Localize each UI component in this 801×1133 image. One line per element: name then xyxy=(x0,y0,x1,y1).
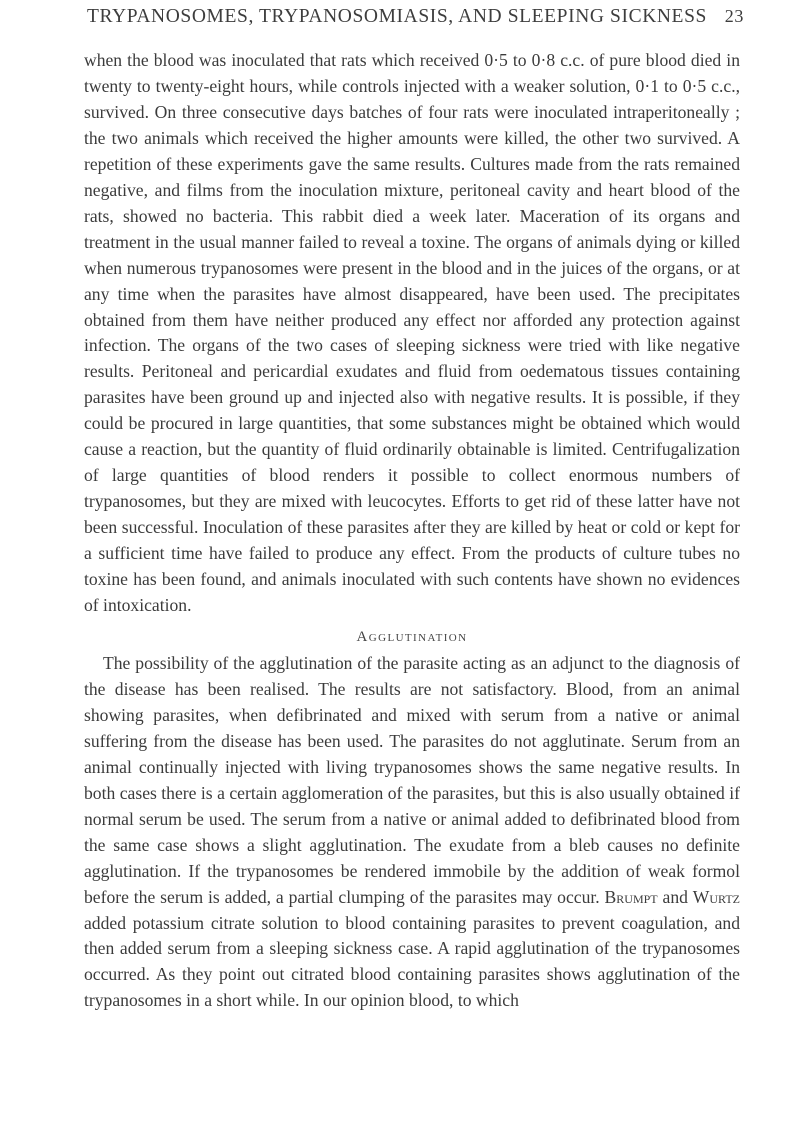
paragraph-2-text-a: The possibility of the agglutination of the parasite acting as an adjunct to the diagnosis of the disease has been realised. The results are not satisfactory. Blood, from an animal showing parasites, when defibrinated and mixed with serum from a native or animal suffering from the disease has been used. The parasites do not agglutinate. Serum from an animal continually injected with living trypanosomes shows the same negative results. In both cases there is a certain agglomeration of the parasites, but this is also usually obtained if normal serum be used. The serum from a native or animal added to defibrinated blood from the same case shows a slight agglutination. The exudate from a bleb causes no definite agglutination. If the trypanosomes be rendered immobile by the addition of weak formol before the serum is added, a partial clumping of the parasites may occur. xyxy=(84,652,740,907)
document-page xyxy=(84,6,744,1014)
author-name-wurtz: Wurtz xyxy=(692,886,740,907)
section-heading-agglutination: Agglutination xyxy=(356,628,468,645)
body-paragraph-1: when the blood was inoculated that rats which received 0·5 to 0·8 c.c. of pure blood died in twenty to twenty-eight hours, while controls injected with a weaker solution, 0·1 to 0·5 c.c., survived. On three consecutive days batches of four rats were inoculated intraperitoneally ; the two animals which received the higher amounts were killed, the other two survived. A repetition of these experiments gave the same results. Cultures made from the rats remained negative, and films from the inoculation mixture, peritoneal cavity and heart blood of the rats, showed no bacteria. This rabbit died a week later. Maceration of its organs and treatment in the usual manner failed to reveal a toxine. The organs of animals dying or killed when numerous trypanosomes were present in the blood and in the juices of the organs, or at any time when the parasites have almost disappeared, have been used. The precipitates obtained from them have neither produced any effect nor afforded any protection against infection. The organs of the two cases of sleeping sickness were tried with like negative results. Peritoneal and pericardial exudates and fluid from oedematous tissues containing parasites have been ground up and injected also with negative results. It is possible, if they could be procured in large quantities, that some substances might be obtained which would cause a reaction, but the quantity of fluid ordinarily obtainable is limited. Centrifugalization of large quantities of blood renders it possible to collect enormous numbers of trypanosomes, but they are mixed with leucocytes. Efforts to get rid of these latter have not been successful. Inoculation of these parasites after they are killed by heat or cold or kept for a sufficient time have failed to produce any effect. From the products of culture tubes no toxine has been found, and animals inoculated with such contents have shown no evidences of intoxication. xyxy=(84,50,740,616)
paragraph-2-text-b: added potassium citrate solution to blood containing parasites to prevent coagulation, and then added serum from a sleeping sickness case. A rapid agglutination of the trypanosomes occurred. As they point out citrated blood containing parasites shows agglutination of the trypanosomes in a short while. In our opinion blood, to which xyxy=(84,912,740,1011)
author-name-brumpt: Brumpt xyxy=(604,886,658,907)
running-title: TRYPANOSOMES, TRYPANOSOMIASIS, AND SLEEPING SICKNESS xyxy=(87,6,707,27)
body-paragraph-2 xyxy=(84,651,740,1014)
running-header xyxy=(87,6,744,36)
page-number: 23 xyxy=(724,6,744,26)
paragraph-2-and: and xyxy=(657,886,693,907)
